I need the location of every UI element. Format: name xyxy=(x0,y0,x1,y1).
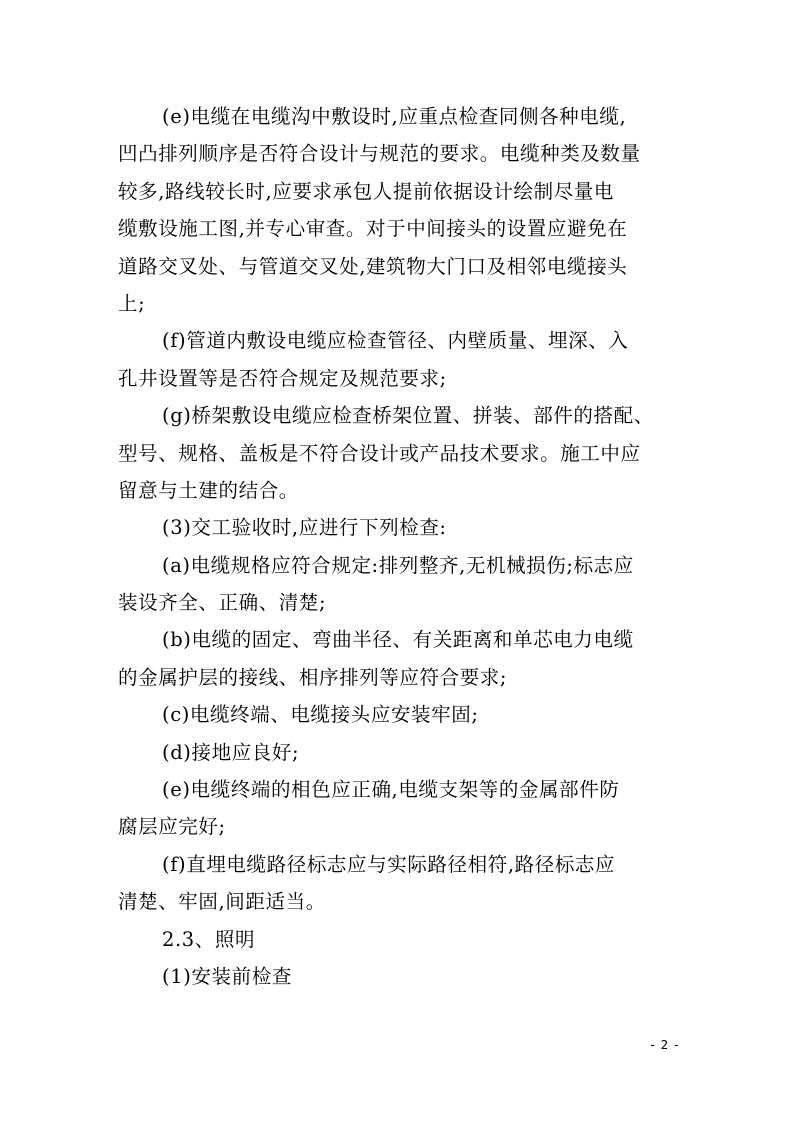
text-line: (a)电缆规格应符合规定:排列整齐,无机械损伤;标志应 xyxy=(162,553,634,577)
text-line: (b)电缆的固定、弯曲半径、有关距离和单芯电力电缆 xyxy=(162,628,634,652)
text-line: (d)接地应良好; xyxy=(162,740,300,764)
page-number: - 2 - xyxy=(650,1038,680,1052)
text-line: 道路交叉处、与管道交叉处,建筑物大门口及相邻电缆接头 xyxy=(118,254,628,278)
text-line: (f)直埋电缆路径标志应与实际路径相符,路径标志应 xyxy=(162,852,616,876)
text-line: 缆敷设施工图,并专心审查。对于中间接头的设置应避免在 xyxy=(118,217,628,241)
text-line: 装设齐全、正确、清楚; xyxy=(118,591,327,615)
text-line: 孔井设置等是否符合规定及规范要求; xyxy=(118,366,447,390)
text-line: (3)交工验收时,应进行下列检查: xyxy=(162,516,447,540)
text-line: (e)电缆终端的相色应正确,电缆支架等的金属部件防 xyxy=(162,778,620,802)
text-line: (f)管道内敷设电缆应检查管径、内壁质量、埋深、入 xyxy=(162,329,629,353)
text-line: (g)桥架敷设电缆应检查桥架位置、拼装、部件的搭配、 xyxy=(162,404,654,428)
text-line: 凹凸排列顺序是否符合设计与规范的要求。电缆种类及数量 xyxy=(118,142,641,166)
text-line: 上; xyxy=(118,291,146,315)
text-line: 型号、规格、盖板是不符合设计或产品技术要求。施工中应 xyxy=(118,441,641,465)
text-line: 清楚、牢固,间距适当。 xyxy=(118,890,326,914)
text-line: (c)电缆终端、电缆接头应安装牢固; xyxy=(162,703,479,727)
text-line: 留意与土建的结合。 xyxy=(118,478,299,502)
text-line: (1)安装前检查 xyxy=(162,964,292,988)
text-line: (e)电缆在电缆沟中敷设时,应重点检查同侧各种电缆, xyxy=(162,105,627,128)
text-line: 腐层应完好; xyxy=(118,815,226,839)
text-line: 的金属护层的接线、相序排列等应符合要求; xyxy=(118,665,508,689)
document-body xyxy=(118,98,688,995)
text-line: 2.3、照明 xyxy=(162,927,256,951)
text-line: 较多,路线较长时,应要求承包人提前依据设计绘制尽量电 xyxy=(118,179,614,203)
